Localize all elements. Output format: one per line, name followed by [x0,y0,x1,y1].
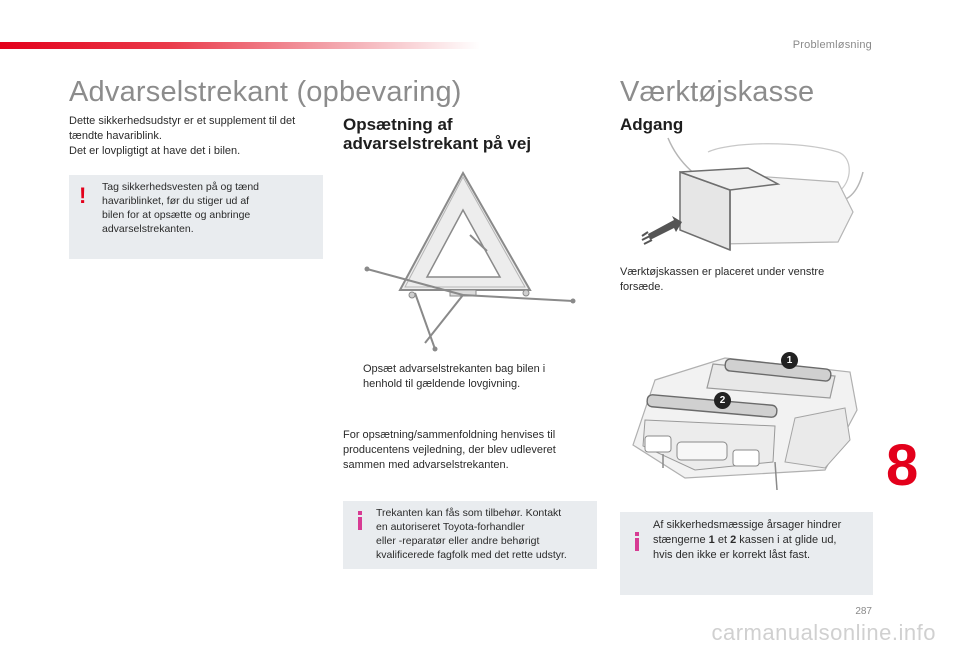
warning-line: Tag sikkerhedsvesten på og tænd [102,181,260,193]
toolbox-open-illustration [625,350,865,495]
info-text-part: kassen i at glide ud, [736,534,837,546]
info-text-part: et [714,534,731,546]
warning-box [69,175,323,259]
info-icon-bar [635,538,639,551]
watermark: carmanualsonline.info [711,620,936,645]
intro-line: Det er lovpligtigt at have det i bilen. [69,145,241,157]
bullet-line: Opsæt advarselstrekanten bag bilen i [363,363,546,375]
chapter-number: 8 [886,433,919,498]
setup-paragraph [343,428,603,473]
warning-triangle-illustration [355,165,585,355]
left-title: Advarselstrekant (opbevaring) [69,76,462,108]
accessory-info-box [343,501,597,569]
para-line: For opsætning/sammenfoldning henvises til [343,429,556,441]
para-line: sammen med advarselstrekanten. [343,459,509,471]
intro-line: Dette sikkerhedsudstyr er et supplement til det [69,115,296,127]
info-line [653,533,868,548]
right-title: Værktøjskasse [620,76,815,108]
info-line: hvis den ikke er korrekt låst fast. [653,549,811,561]
bullet-line: henhold til gældende lovgivning. [363,378,521,390]
accessory-info-text [376,506,596,562]
info-line: Trekanten kan fås som tilbehør. Kontakt [376,507,562,519]
info-line: kvalificerede fagfolk med det rette udstyr. [376,549,567,561]
bar-2-ref: 2 [730,534,737,546]
info-icon-dot [358,511,362,515]
info-text-part: stængerne [653,534,709,546]
bar-1-ref: 1 [708,534,715,546]
warning-line: havariblinket, før du stiger ud af [102,195,250,207]
callout-1: 1 [781,352,798,369]
callout-2: 2 [714,392,731,409]
location-line: forsæde. [620,281,664,293]
warning-icon: ! [79,183,87,208]
section-label: Problemløsning [792,39,872,51]
info-line: en autoriseret Toyota-forhandler [376,521,525,533]
bullet-text [363,362,545,392]
info-icon-bar [358,517,362,530]
info-icon-dot [635,532,639,536]
seat-toolbox-illustration [638,132,868,257]
heading-line: advarselstrekant på vej [343,134,532,153]
left-intro [69,114,324,159]
page-number: 287 [855,606,872,617]
setup-bullet [343,362,603,392]
para-line: producentens vejledning, der blev udleveret [343,444,556,456]
warning-text [102,180,317,236]
warning-line: bilen for at opsætte og anbringe [102,209,251,221]
heading-line: Opsætning af [343,115,453,134]
safety-info-box [620,512,873,595]
intro-line: tændte havariblink. [69,130,162,142]
safety-info-text [653,518,868,563]
bullet-marker [343,362,363,392]
location-line: Værktøjskassen er placeret under venstre [620,266,825,278]
right-heading: Adgang [620,115,684,134]
info-line: eller -reparatør eller andre behørigt [376,535,540,547]
toolbox-location-text [620,265,870,295]
info-line: Af sikkerhedsmæssige årsager hindrer [653,519,842,531]
middle-heading [343,115,531,153]
header-red-bar [0,42,480,49]
warning-line: advarselstrekanten. [102,223,194,235]
